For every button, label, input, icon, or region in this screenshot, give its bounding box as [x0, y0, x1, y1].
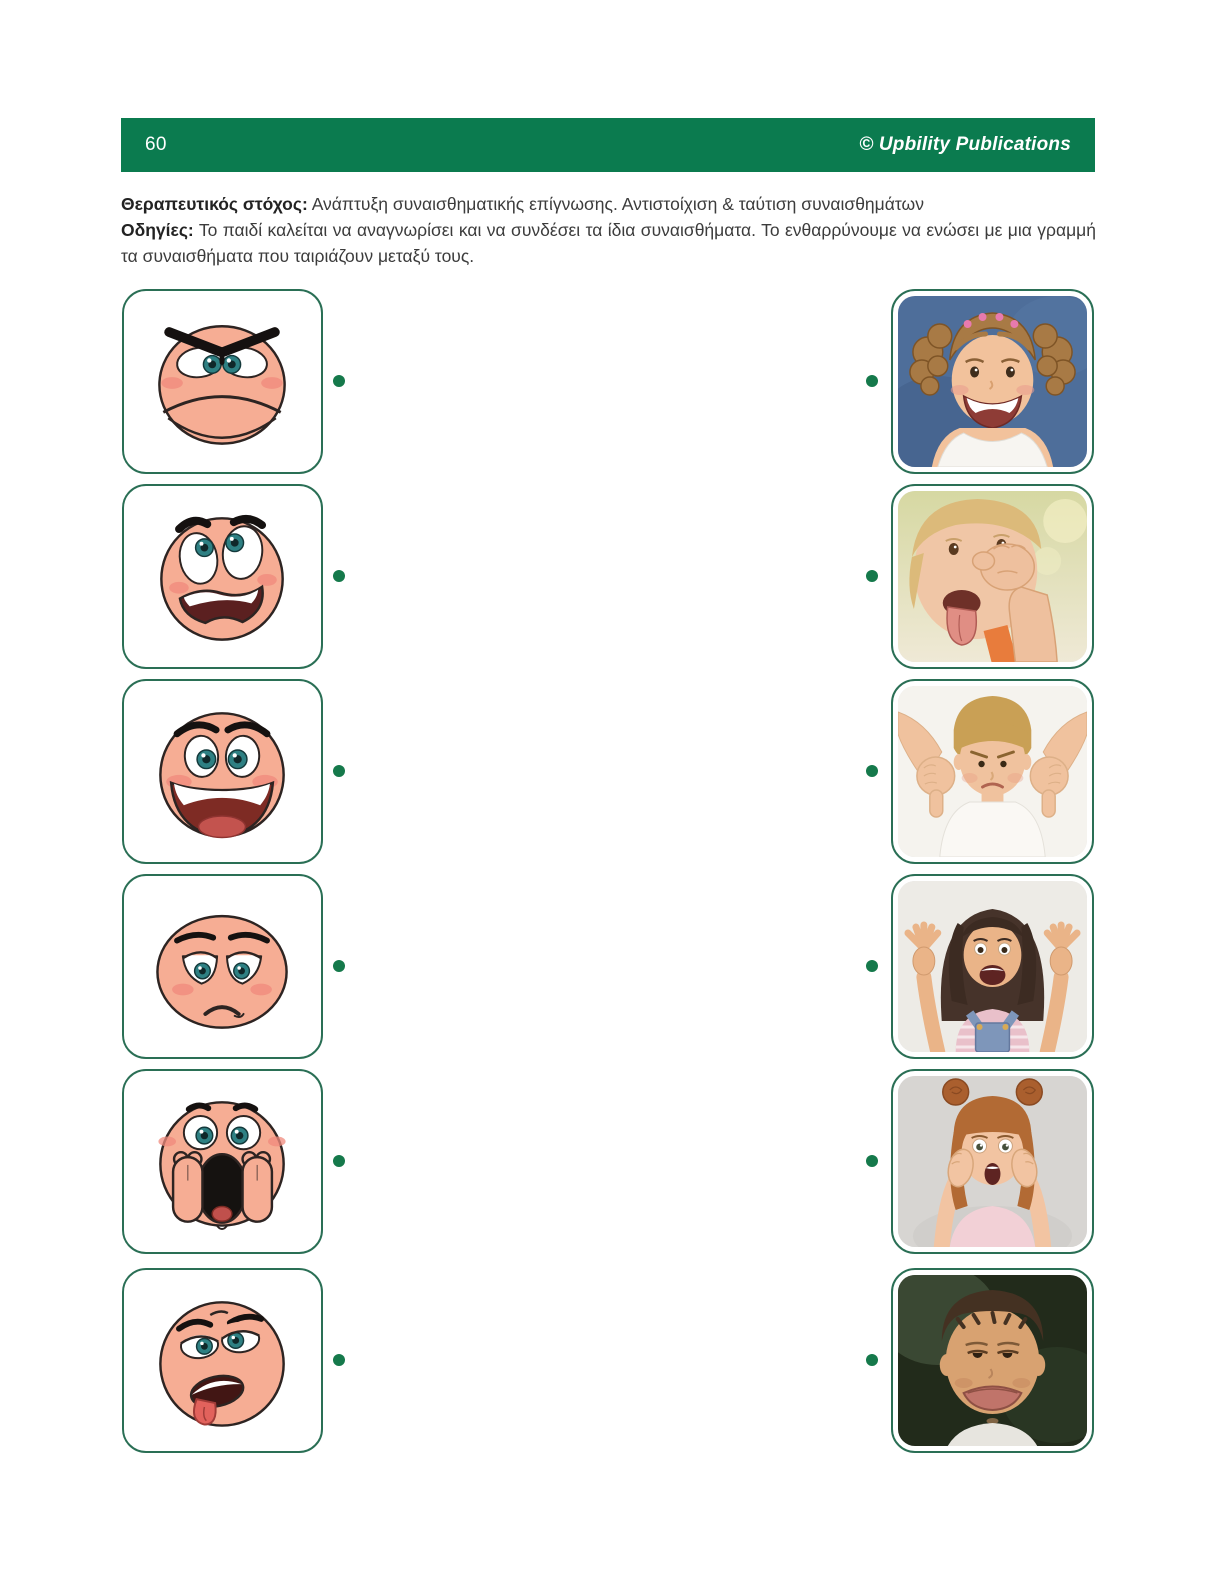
scared-girl-photo	[898, 881, 1087, 1052]
photo-card-disgusted-child[interactable]	[891, 484, 1094, 669]
connector-dot-right-3[interactable]	[866, 765, 878, 777]
publisher-copyright: © Upbility Publications	[859, 134, 1071, 155]
match-row-1	[0, 289, 1214, 474]
connector-dot-right-2[interactable]	[866, 570, 878, 582]
emoji-card-sad[interactable]	[122, 874, 323, 1059]
sad-emoji-icon	[124, 876, 321, 1057]
afraid-emoji-icon	[124, 486, 321, 667]
therapeutic-goal-line	[121, 191, 1096, 217]
emoji-card-angry[interactable]	[122, 289, 323, 474]
emoji-card-happy[interactable]	[122, 679, 323, 864]
instructions-block	[121, 191, 1096, 269]
happy-girl-photo	[898, 296, 1087, 467]
connector-dot-left-5[interactable]	[333, 1155, 345, 1167]
connector-dot-right-4[interactable]	[866, 960, 878, 972]
directions-label: Οδηγίες:	[121, 220, 194, 240]
photo-card-angry-boy[interactable]	[891, 679, 1094, 864]
goal-label: Θεραπευτικός στόχος:	[121, 194, 308, 214]
connector-dot-left-6[interactable]	[333, 1354, 345, 1366]
header-bar	[121, 118, 1095, 172]
shocked-emoji-icon	[124, 1071, 321, 1252]
directions-text: Το παιδί καλείται να αναγνωρίσει και να συνδέσει τα ίδια συναισθήματα. Το ενθαρρύνουμε να ενώσει με μια γραμμή τα συναισθήματα που ταιριάζουν μεταξύ τους.	[121, 220, 1096, 266]
angry-boy-photo	[898, 686, 1087, 857]
angry-emoji-icon	[124, 291, 321, 472]
connector-dot-left-2[interactable]	[333, 570, 345, 582]
match-row-2	[0, 484, 1214, 669]
goal-text: Ανάπτυξη συναισθηματικής επίγνωσης. Αντιστοίχιση & ταύτιση συναισθημάτων	[307, 194, 924, 214]
disgusted-emoji-icon	[124, 1270, 321, 1451]
happy-emoji-icon	[124, 681, 321, 862]
emoji-card-afraid[interactable]	[122, 484, 323, 669]
connector-dot-left-4[interactable]	[333, 960, 345, 972]
surprised-girl-photo	[898, 1076, 1087, 1247]
sad-boy-photo	[898, 1275, 1087, 1446]
photo-card-happy-girl[interactable]	[891, 289, 1094, 474]
connector-dot-right-1[interactable]	[866, 375, 878, 387]
emoji-card-shocked[interactable]	[122, 1069, 323, 1254]
disgusted-child-photo	[898, 491, 1087, 662]
photo-card-surprised-girl[interactable]	[891, 1069, 1094, 1254]
emoji-card-disgusted[interactable]	[122, 1268, 323, 1453]
connector-dot-right-5[interactable]	[866, 1155, 878, 1167]
connector-dot-right-6[interactable]	[866, 1354, 878, 1366]
directions-line	[121, 217, 1096, 269]
match-row-5	[0, 1069, 1214, 1254]
photo-card-sad-boy[interactable]	[891, 1268, 1094, 1453]
match-row-6	[0, 1268, 1214, 1453]
connector-dot-left-1[interactable]	[333, 375, 345, 387]
match-row-4	[0, 874, 1214, 1059]
photo-card-scared-girl[interactable]	[891, 874, 1094, 1059]
match-row-3	[0, 679, 1214, 864]
connector-dot-left-3[interactable]	[333, 765, 345, 777]
page-number: 60	[145, 134, 167, 155]
